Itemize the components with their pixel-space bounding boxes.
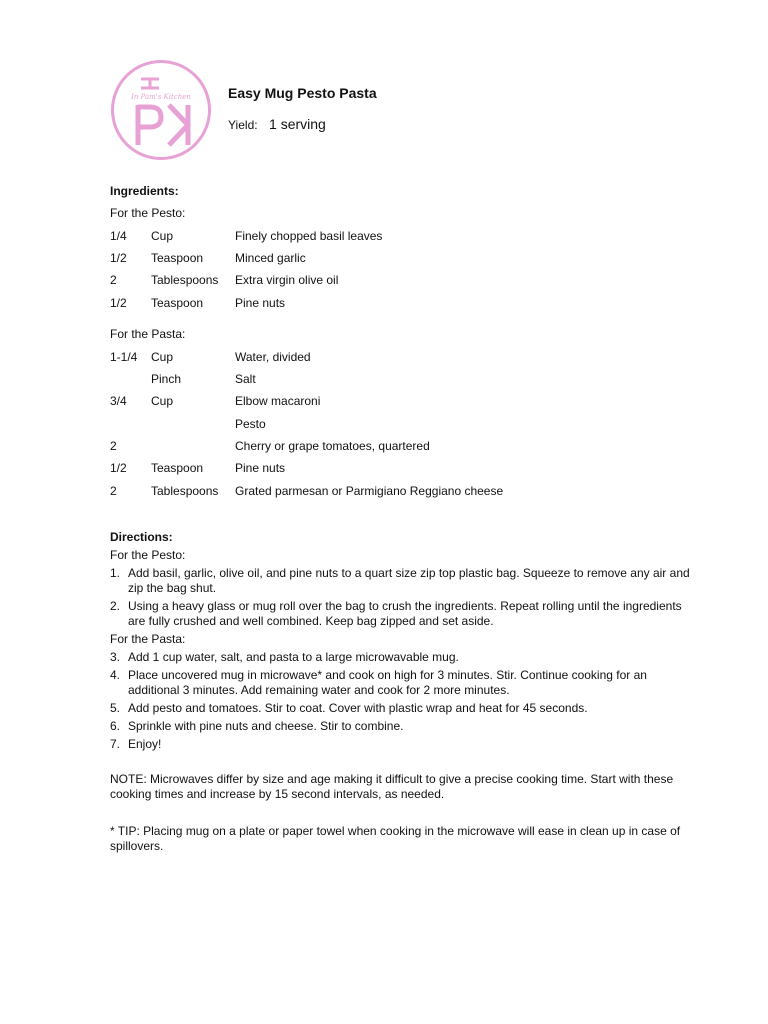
pams-kitchen-logo — [110, 59, 212, 161]
pesto-steps-list — [110, 566, 690, 629]
pasta-steps-list — [110, 650, 690, 752]
direction-step — [110, 737, 690, 752]
direction-step — [110, 701, 690, 716]
step-text: Enjoy! — [128, 737, 162, 752]
ingredient-quantity: 1/2 — [110, 250, 127, 265]
ingredient-row — [110, 247, 690, 269]
pesto-directions-subheading: For the Pesto: — [110, 548, 186, 563]
ingredient-quantity: 3/4 — [110, 394, 127, 409]
ingredient-unit: Cup — [151, 228, 174, 243]
direction-step — [110, 599, 690, 629]
direction-step — [110, 650, 690, 665]
step-number: 1. — [110, 566, 121, 581]
ingredient-name: Pine nuts — [235, 461, 286, 476]
recipe-content — [110, 184, 690, 854]
directions-heading: Directions: — [110, 530, 173, 545]
ingredient-name: Cherry or grape tomatoes, quartered — [235, 439, 430, 454]
ingredient-unit: Pinch — [151, 372, 182, 387]
yield-label: Yield: — [228, 118, 258, 132]
cooking-tip: * TIP: Placing mug on a plate or paper towel when cooking in the microwave will ease in clean up in case of spillovers. — [110, 824, 681, 854]
yield — [228, 116, 326, 134]
ingredient-name: Salt — [235, 372, 256, 387]
step-text: Using a heavy glass or mug roll over the bag to crush the ingredients. Repeat rolling until the ingredients are fully crushed and well combined. Keep bag zipped and set aside. — [128, 599, 682, 629]
direction-step — [110, 668, 690, 698]
ingredient-row — [110, 435, 690, 457]
ingredient-unit: Teaspoon — [151, 295, 204, 310]
step-text: Place uncovered mug in microwave* and cook on high for 3 minutes. Stir. Continue cooking for an additional 3 minutes. Add remaining water and cook for 2 more minutes. — [128, 668, 647, 698]
pasta-directions-subheading: For the Pasta: — [110, 632, 186, 647]
ingredient-row — [110, 368, 690, 390]
ingredient-name: Grated parmesan or Parmigiano Reggiano cheese — [235, 483, 504, 498]
step-number: 4. — [110, 668, 121, 683]
ingredients-heading: Ingredients: — [110, 184, 179, 198]
ingredient-unit: Tablespoons — [151, 483, 219, 498]
step-text: Add pesto and tomatoes. Stir to coat. Cover with plastic wrap and heat for 45 seconds. — [128, 701, 588, 716]
ingredient-name: Pine nuts — [235, 295, 286, 310]
ingredient-unit: Tablespoons — [151, 273, 219, 288]
ingredient-name: Water, divided — [235, 349, 311, 364]
recipe-title: Easy Mug Pesto Pasta — [228, 85, 377, 101]
ingredient-unit: Teaspoon — [151, 461, 204, 476]
ingredient-name: Pesto — [235, 416, 266, 431]
pesto-ingredients-table — [110, 225, 690, 314]
ingredient-row — [110, 458, 690, 480]
ingredient-row — [110, 270, 690, 292]
logo-tagline: In Pam's Kitchen — [131, 93, 191, 101]
ingredient-row — [110, 292, 690, 314]
direction-step — [110, 719, 690, 734]
step-number: 6. — [110, 719, 121, 734]
direction-step — [110, 566, 690, 596]
ingredient-row — [110, 391, 690, 413]
step-text: Add basil, garlic, olive oil, and pine nuts to a quart size zip top plastic bag. Squeeze to remove any air and zip the bag shut. — [128, 566, 690, 596]
ingredient-name: Elbow macaroni — [235, 394, 321, 409]
ingredient-unit: Teaspoon — [151, 250, 204, 265]
ingredient-quantity: 2 — [110, 439, 117, 454]
ingredient-name: Finely chopped basil leaves — [235, 228, 383, 243]
ingredient-row — [110, 346, 690, 368]
yield-value: 1 serving — [269, 116, 326, 132]
step-text: Sprinkle with pine nuts and cheese. Stir to combine. — [128, 719, 404, 734]
ingredient-quantity: 1/2 — [110, 295, 127, 310]
ingredient-name: Minced garlic — [235, 250, 306, 265]
step-number: 7. — [110, 737, 121, 752]
ingredient-row — [110, 480, 690, 502]
ingredient-quantity: 1-1/4 — [110, 349, 138, 364]
ingredient-quantity: 1/2 — [110, 461, 127, 476]
step-number: 3. — [110, 650, 121, 665]
ingredient-name: Extra virgin olive oil — [235, 273, 339, 288]
pasta-ingredients-table — [110, 346, 690, 502]
step-text: Add 1 cup water, salt, and pasta to a large microwavable mug. — [128, 650, 459, 665]
step-number: 2. — [110, 599, 121, 614]
ingredient-quantity: 1/4 — [110, 228, 127, 243]
step-number: 5. — [110, 701, 121, 716]
ingredient-row — [110, 413, 690, 435]
ingredient-unit: Cup — [151, 394, 174, 409]
pasta-ingredients-subheading: For the Pasta: — [110, 327, 186, 342]
cooking-note: NOTE: Microwaves differ by size and age making it difficult to give a precise cooking time. Start with these cooking times and increase by 15 second intervals, as needed. — [110, 772, 674, 802]
ingredient-unit: Cup — [151, 349, 174, 364]
ingredient-row — [110, 225, 690, 247]
ingredient-quantity: 2 — [110, 483, 117, 498]
ingredient-quantity: 2 — [110, 273, 117, 288]
pesto-ingredients-subheading: For the Pesto: — [110, 206, 186, 220]
